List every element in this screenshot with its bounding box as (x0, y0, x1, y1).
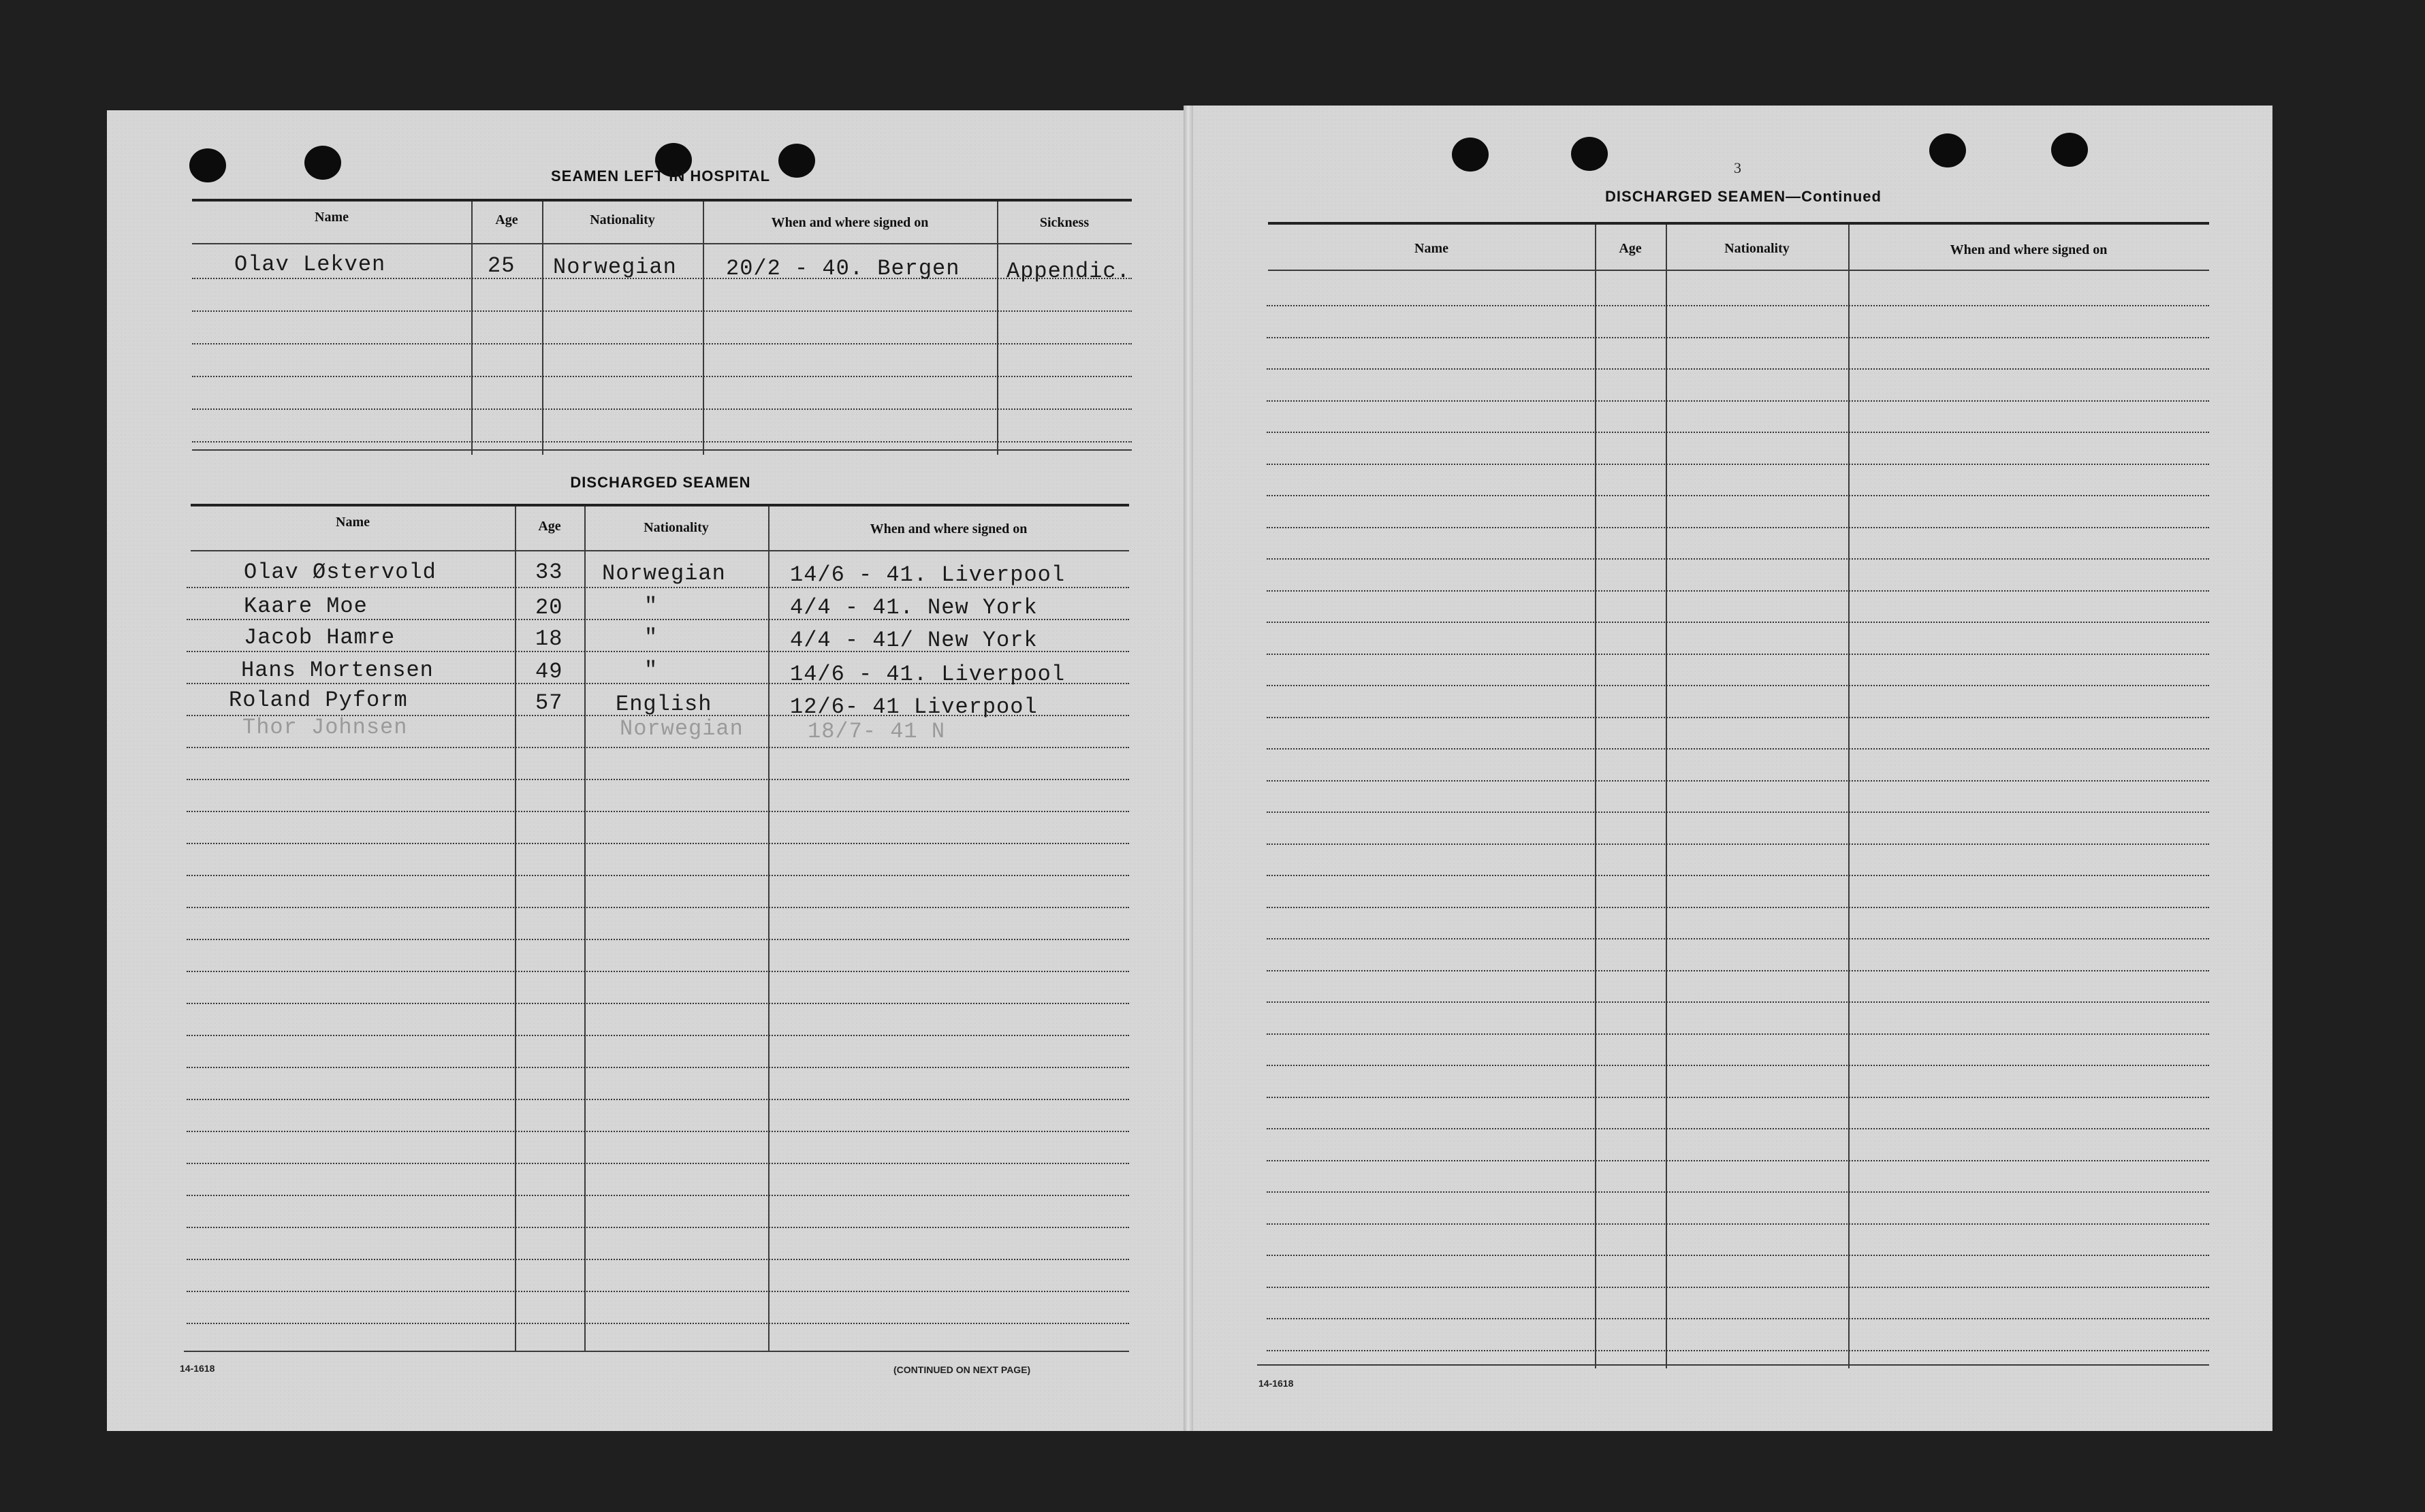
discharged-name: Olav Østervold (244, 560, 437, 585)
right-row-rule (1267, 1350, 2209, 1351)
discharged-table-top-rule (191, 504, 1129, 506)
right-row-rule (1267, 1001, 2209, 1003)
right-row-rule (1267, 1097, 2209, 1098)
discharged-row-rule (187, 1099, 1129, 1100)
right-column-rule (1848, 225, 1850, 1368)
right-row-rule (1267, 1223, 2209, 1225)
right-header-rule (1268, 270, 2209, 271)
discharged-row-rule (187, 939, 1129, 940)
continued-note: (CONTINUED ON NEXT PAGE) (893, 1364, 1031, 1375)
right-header-nationality: Nationality (1724, 241, 1790, 256)
discharged-name: Roland Pyform (229, 688, 408, 713)
discharged-row-rule (187, 907, 1129, 908)
discharged-nationality: " (644, 625, 659, 650)
discharged-row-rule (187, 811, 1129, 812)
hospital-header-name: Name (315, 210, 349, 225)
hospital-row-rule (192, 343, 1132, 344)
hospital-row-rule (192, 408, 1132, 410)
right-row-rule (1267, 305, 2209, 306)
discharged-header-name: Name (336, 515, 370, 530)
discharged-row-rule (187, 1195, 1129, 1196)
discharged-row-rule (187, 1227, 1129, 1228)
right-row-rule (1267, 717, 2209, 718)
discharged-header-rule (191, 550, 1129, 551)
discharged-nationality: English (616, 692, 712, 717)
punch-hole (304, 146, 341, 180)
right-row-rule (1267, 685, 2209, 686)
punch-hole (1571, 137, 1608, 171)
right-row-rule (1267, 811, 2209, 813)
discharged-signed-on: 4/4 - 41. New York (790, 595, 1038, 620)
punch-hole (1452, 138, 1489, 172)
discharged-age: 20 (535, 595, 563, 620)
hospital-signed-on: 20/2 - 40. Bergen (726, 256, 960, 281)
discharged-header-age: Age (538, 519, 561, 534)
right-row-rule (1267, 654, 2209, 655)
hospital-name: Olav Lekven (234, 252, 386, 277)
right-section-title: DISCHARGED SEAMEN—Continued (1605, 188, 1882, 205)
right-row-rule (1267, 843, 2209, 845)
hospital-header-sickness: Sickness (1039, 215, 1090, 230)
hospital-table-bottom-rule (192, 449, 1132, 451)
discharged-age: 18 (535, 626, 563, 652)
hospital-column-rule (703, 202, 704, 455)
hospital-sickness: Appendic. (1007, 259, 1130, 284)
right-row-rule (1267, 938, 2209, 939)
discharged-row-rule (187, 971, 1129, 972)
right-row-rule (1267, 907, 2209, 908)
right-header-age: Age (1619, 241, 1642, 256)
left-form-number: 14-1618 (180, 1363, 215, 1374)
discharged-age: 33 (535, 560, 563, 585)
right-header-signed-on: When and where signed on (1950, 242, 2108, 257)
discharged-row-rule (187, 875, 1129, 876)
discharged-signed-on: 14/6 - 41. Liverpool (790, 662, 1066, 687)
discharged-nationality: Norwegian (602, 561, 726, 586)
discharged-struck-signed-on: 18/7- 41 N (808, 719, 946, 744)
discharged-name: Hans Mortensen (241, 658, 434, 683)
hospital-header-signed-on: When and where signed on (771, 215, 929, 230)
hospital-column-rule (542, 202, 543, 455)
discharged-name: Kaare Moe (244, 594, 368, 619)
discharged-row-rule (187, 1131, 1129, 1132)
right-row-rule (1267, 337, 2209, 338)
discharged-struck-nationality: Norwegian (620, 716, 744, 741)
discharged-column-rule (515, 506, 516, 1351)
discharged-table-bottom-rule (184, 1351, 1129, 1352)
right-header-name: Name (1414, 241, 1448, 256)
right-row-rule (1267, 780, 2209, 782)
right-table-bottom-rule (1257, 1364, 2209, 1366)
punch-hole (189, 148, 226, 182)
hospital-header-rule (192, 243, 1132, 244)
discharged-header-signed-on: When and where signed on (870, 521, 1028, 536)
right-row-rule (1267, 368, 2209, 370)
right-row-rule (1267, 875, 2209, 876)
left-page (107, 110, 1186, 1431)
discharged-row-rule (187, 1067, 1129, 1068)
right-row-rule (1267, 464, 2209, 465)
hospital-table-top-rule (192, 199, 1132, 202)
discharged-nationality: " (644, 658, 659, 683)
right-row-rule (1267, 1160, 2209, 1161)
discharged-row-rule (187, 779, 1129, 780)
right-row-rule (1267, 1033, 2209, 1035)
discharged-column-rule (768, 506, 770, 1351)
punch-hole (1929, 133, 1966, 167)
discharged-row-rule (187, 1259, 1129, 1260)
hospital-section-title: SEAMEN LEFT IN HOSPITAL (550, 167, 771, 184)
right-row-rule (1267, 527, 2209, 528)
punch-hole (2051, 133, 2088, 167)
discharged-row-rule (187, 1003, 1129, 1004)
hospital-row-rule (192, 441, 1132, 443)
right-row-rule (1267, 558, 2209, 560)
hospital-nationality: Norwegian (553, 255, 677, 280)
discharged-row-rule (187, 843, 1129, 844)
right-table-top-rule (1268, 222, 2209, 225)
discharged-signed-on: 12/6- 41 Liverpool (790, 694, 1038, 720)
right-column-rule (1595, 225, 1596, 1368)
discharged-nationality: " (644, 594, 659, 619)
discharged-row-rule (187, 1035, 1129, 1036)
discharged-row-rule (187, 1163, 1129, 1164)
hospital-column-rule (471, 202, 473, 455)
right-row-rule (1267, 1191, 2209, 1193)
discharged-row-rule (187, 747, 1129, 748)
hospital-column-rule (997, 202, 998, 455)
discharged-section-title: DISCHARGED SEAMEN (570, 474, 751, 491)
hospital-row-rule (192, 310, 1132, 312)
right-row-rule (1267, 748, 2209, 750)
discharged-column-rule (584, 506, 586, 1351)
discharged-row-rule (187, 1291, 1129, 1292)
discharged-struck-name: Thor Johnsen (242, 715, 408, 740)
right-row-rule (1267, 495, 2209, 496)
discharged-age: 49 (535, 659, 563, 684)
right-form-number: 14-1618 (1258, 1378, 1294, 1389)
right-row-rule (1267, 970, 2209, 971)
right-row-rule (1267, 1287, 2209, 1288)
discharged-age: 57 (535, 690, 563, 715)
right-column-rule (1666, 225, 1667, 1368)
hospital-row-rule (192, 376, 1132, 377)
right-row-rule (1267, 432, 2209, 433)
hospital-header-nationality: Nationality (590, 212, 655, 227)
discharged-signed-on: 14/6 - 41. Liverpool (790, 562, 1066, 588)
right-row-rule (1267, 590, 2209, 592)
right-row-rule (1267, 1065, 2209, 1066)
page-fold (1184, 106, 1193, 1431)
page-number: 3 (1734, 159, 1741, 176)
right-row-rule (1267, 1255, 2209, 1256)
discharged-name: Jacob Hamre (244, 625, 396, 650)
hospital-age: 25 (488, 253, 516, 278)
right-row-rule (1267, 622, 2209, 623)
right-row-rule (1267, 1128, 2209, 1129)
discharged-header-nationality: Nationality (644, 520, 709, 535)
right-row-rule (1267, 400, 2209, 402)
right-row-rule (1267, 1318, 2209, 1319)
discharged-signed-on: 4/4 - 41/ New York (790, 628, 1038, 653)
discharged-row-rule (187, 1323, 1129, 1324)
hospital-header-age: Age (495, 212, 518, 227)
